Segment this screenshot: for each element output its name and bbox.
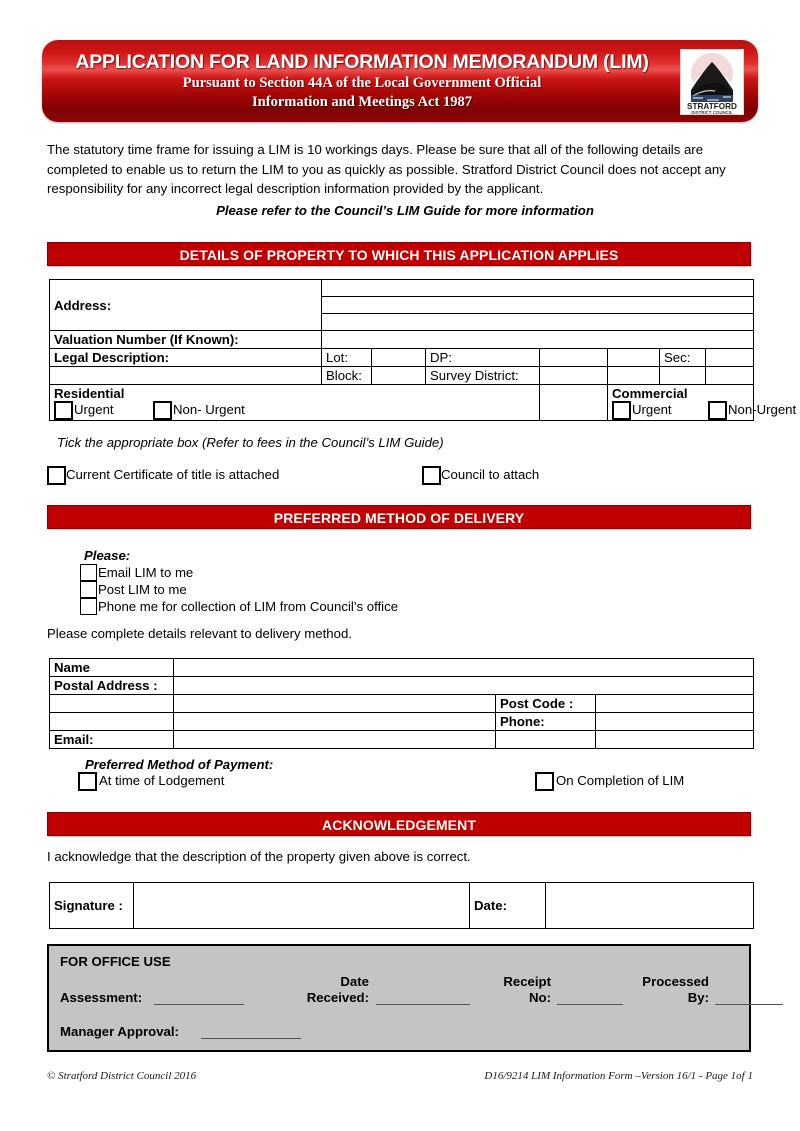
name-value[interactable] bbox=[174, 659, 754, 677]
survey-district-value[interactable] bbox=[540, 367, 608, 385]
logo-name-bottom: DISTRICT COUNCIL bbox=[691, 110, 733, 114]
processed-by-label-line2: By: bbox=[687, 990, 709, 1005]
commercial-cell bbox=[608, 385, 797, 421]
table-row bbox=[50, 677, 754, 695]
delivery-option-post[interactable] bbox=[80, 581, 398, 598]
manager-approval-label: Manager Approval: bbox=[60, 1024, 179, 1039]
date-label: Date: bbox=[470, 883, 546, 929]
table-row bbox=[50, 367, 754, 385]
phone-label: Phone: bbox=[496, 713, 596, 731]
table-row bbox=[50, 731, 754, 749]
email-spacer-2 bbox=[596, 731, 754, 749]
complete-details-note: Please complete details relevant to delivery method. bbox=[47, 626, 352, 641]
manager-approval-value[interactable] bbox=[201, 1038, 301, 1039]
table-row bbox=[50, 331, 754, 349]
current-certificate-option[interactable] bbox=[47, 466, 279, 485]
residential-title: Residential bbox=[54, 386, 125, 401]
delivery-option-email[interactable] bbox=[80, 564, 398, 581]
post-lim-label: Post LIM to me bbox=[98, 582, 187, 597]
section-header-property-details: DETAILS OF PROPERTY TO WHICH THIS APPLICATION APPLIES bbox=[47, 242, 751, 266]
email-value[interactable] bbox=[174, 731, 496, 749]
address-value-line-1[interactable] bbox=[322, 280, 754, 297]
receipt-no-label-line2: No: bbox=[529, 990, 551, 1005]
footer-copyright: © Stratford District Council 2016 bbox=[47, 1070, 197, 1082]
payment-option-completion[interactable] bbox=[535, 772, 684, 791]
table-row bbox=[50, 883, 754, 929]
address-label: Address: bbox=[50, 280, 322, 331]
email-spacer-1 bbox=[496, 731, 596, 749]
legal-description-label: Legal Description: bbox=[50, 349, 322, 367]
table-row bbox=[50, 695, 754, 713]
intro-paragraph: The statutory time frame for issuing a LIM is 10 workings days. Please be sure that all of the following details are completed to enable us to return the LIM to you as quickly as possible. Stratford District Council does not accept any responsibility for any incorrect legal description information provided by the applicant. bbox=[47, 142, 726, 196]
legal-spacer-cell-2 bbox=[608, 367, 660, 385]
rc-spacer-cell-1 bbox=[540, 385, 608, 421]
sec-label: Sec: bbox=[660, 349, 706, 367]
commercial-urgent-label: Urgent bbox=[632, 401, 672, 417]
at-lodgement-label: At time of Lodgement bbox=[99, 772, 225, 788]
table-row bbox=[50, 349, 754, 367]
residential-urgent-option[interactable] bbox=[54, 401, 114, 420]
address-value-line-2[interactable] bbox=[322, 297, 754, 314]
residential-non-urgent-label: Non- Urgent bbox=[173, 401, 245, 417]
email-lim-label: Email LIM to me bbox=[98, 565, 194, 580]
for-office-use-box bbox=[47, 944, 751, 1052]
section-header-preferred-delivery: PREFERRED METHOD OF DELIVERY bbox=[47, 505, 751, 529]
table-row bbox=[50, 713, 754, 731]
residential-non-urgent-checkbox[interactable] bbox=[153, 401, 172, 420]
commercial-non-urgent-option[interactable] bbox=[708, 401, 796, 420]
block-value[interactable] bbox=[372, 367, 426, 385]
council-to-attach-option[interactable] bbox=[422, 466, 539, 485]
header-banner bbox=[42, 40, 758, 122]
sec-value[interactable] bbox=[706, 349, 754, 367]
at-lodgement-checkbox[interactable] bbox=[78, 772, 97, 791]
processed-by-value[interactable] bbox=[715, 1004, 783, 1005]
post-code-value[interactable] bbox=[596, 695, 754, 713]
legal-spacer-cell-3 bbox=[660, 367, 706, 385]
section-header-acknowledgement: ACKNOWLEDGEMENT bbox=[47, 812, 751, 836]
commercial-urgent-checkbox[interactable] bbox=[612, 401, 631, 420]
current-certificate-label: Current Certificate of title is attached bbox=[66, 466, 280, 482]
signature-label: Signature : bbox=[50, 883, 134, 929]
post-lim-checkbox[interactable] bbox=[80, 581, 97, 598]
for-office-use-title: FOR OFFICE USE bbox=[60, 954, 171, 969]
header-text-block bbox=[42, 50, 682, 112]
phone-collection-label: Phone me for collection of LIM from Council’s office bbox=[98, 599, 399, 614]
survey-district-label: Survey District: bbox=[426, 367, 540, 385]
legal-spacer-cell-1 bbox=[608, 349, 660, 367]
commercial-title: Commercial bbox=[612, 386, 688, 401]
mountain-logo-icon bbox=[681, 50, 743, 114]
contact-details-table bbox=[49, 658, 754, 749]
postal-address-value-line-3[interactable] bbox=[174, 713, 496, 731]
postal-address-spacer-1 bbox=[50, 695, 174, 713]
postal-address-value-line-2[interactable] bbox=[174, 695, 496, 713]
header-subtitle-line1: Pursuant to Section 44A of the Local Government Official bbox=[182, 75, 542, 91]
acknowledgement-statement: I acknowledge that the description of the property given above is correct. bbox=[47, 849, 471, 864]
valuation-number-label: Valuation Number (If Known): bbox=[50, 331, 322, 349]
table-row bbox=[50, 385, 754, 421]
phone-collection-checkbox[interactable] bbox=[80, 598, 97, 615]
lot-value[interactable] bbox=[372, 349, 426, 367]
property-details-table bbox=[49, 279, 797, 421]
table-row bbox=[50, 659, 754, 677]
commercial-non-urgent-checkbox[interactable] bbox=[708, 401, 727, 420]
email-lim-checkbox[interactable] bbox=[80, 564, 97, 581]
block-label: Block: bbox=[322, 367, 372, 385]
delivery-options-group bbox=[80, 548, 398, 615]
header-subtitle-line2: Information and Meetings Act 1987 bbox=[252, 94, 472, 110]
residential-cell bbox=[50, 385, 540, 421]
post-code-label: Post Code : bbox=[496, 695, 596, 713]
signature-table bbox=[49, 882, 754, 929]
postal-address-value-line-1[interactable] bbox=[174, 677, 754, 695]
table-row bbox=[50, 280, 754, 297]
residential-urgent-label: Urgent bbox=[74, 401, 114, 417]
assessment-label: Assessment: bbox=[60, 990, 143, 1005]
lot-label: Lot: bbox=[322, 349, 372, 367]
preferred-payment-title: Preferred Method of Payment: bbox=[85, 757, 274, 772]
valuation-number-value[interactable] bbox=[322, 331, 754, 349]
date-value[interactable] bbox=[546, 883, 754, 929]
processed-by-label-line1: Processed bbox=[642, 974, 709, 989]
residential-non-urgent-option[interactable] bbox=[153, 401, 245, 420]
council-to-attach-label: Council to attach bbox=[441, 466, 540, 482]
commercial-urgent-option[interactable] bbox=[612, 401, 672, 420]
payment-option-lodgement[interactable] bbox=[78, 772, 224, 791]
delivery-option-phone[interactable] bbox=[80, 598, 398, 615]
page-title: APPLICATION FOR LAND INFORMATION MEMORANDUM (LIM) bbox=[75, 51, 649, 73]
please-label: Please: bbox=[84, 548, 131, 563]
current-certificate-checkbox[interactable] bbox=[47, 466, 66, 485]
footer-document-reference: D16/9214 LIM Information Form –Version 16/1 - Page 1of 1 bbox=[484, 1070, 753, 1082]
receipt-no-label-line1: Receipt bbox=[503, 974, 551, 989]
signature-value[interactable] bbox=[134, 883, 470, 929]
lim-guide-reference-note: Please refer to the Council’s LIM Guide for more information bbox=[216, 203, 594, 218]
stratford-district-council-logo bbox=[680, 49, 744, 115]
tick-appropriate-box-note: Tick the appropriate box (Refer to fees in the Council’s LIM Guide) bbox=[57, 435, 444, 450]
dp-value[interactable] bbox=[540, 349, 608, 367]
date-received-label-line1: Date bbox=[340, 974, 369, 989]
on-completion-checkbox[interactable] bbox=[535, 772, 554, 791]
postal-address-spacer-2 bbox=[50, 713, 174, 731]
logo-name-top: STRATFORD bbox=[687, 102, 737, 111]
legal-spacer-cell-4 bbox=[706, 367, 754, 385]
dp-label: DP: bbox=[426, 349, 540, 367]
phone-value[interactable] bbox=[596, 713, 754, 731]
council-to-attach-checkbox[interactable] bbox=[422, 466, 441, 485]
on-completion-label: On Completion of LIM bbox=[556, 772, 685, 788]
email-label: Email: bbox=[50, 731, 174, 749]
postal-address-label: Postal Address : bbox=[50, 677, 174, 695]
commercial-non-urgent-label: Non-Urgent bbox=[728, 401, 797, 417]
legal-description-spacer bbox=[50, 367, 322, 385]
date-received-label-line2: Received: bbox=[306, 990, 369, 1005]
name-label: Name bbox=[50, 659, 174, 677]
address-value-line-3[interactable] bbox=[322, 314, 754, 331]
residential-urgent-checkbox[interactable] bbox=[54, 401, 73, 420]
